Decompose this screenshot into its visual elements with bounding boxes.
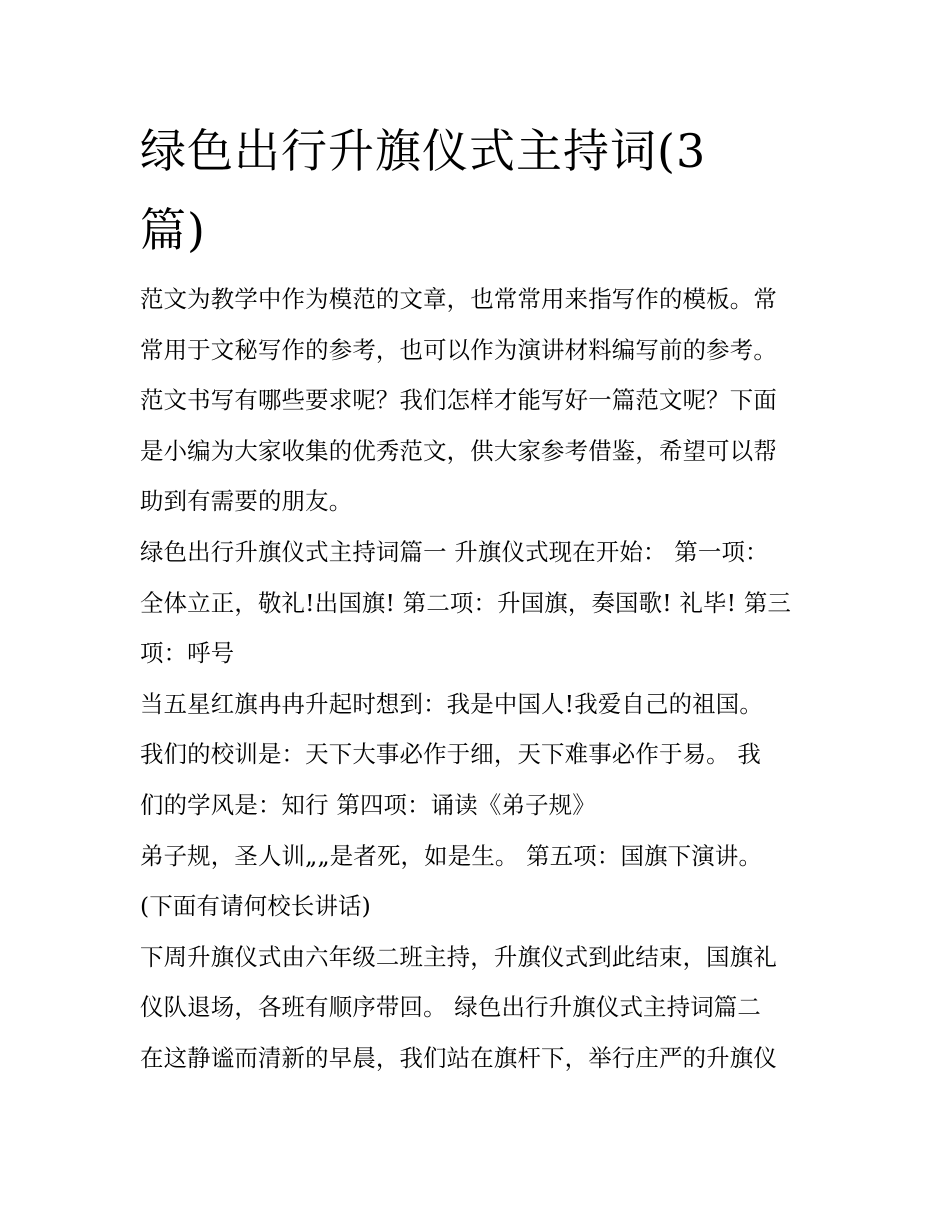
body-line: 助到有需要的朋友。 — [140, 487, 353, 516]
title-line: 绿色出行升旗仪式主持词(3 — [140, 124, 707, 178]
body-line: 下周升旗仪式由六年级二班主持，升旗仪式到此结束，国旗礼 — [140, 942, 777, 971]
body-line: 绿色出行升旗仪式主持词篇一 升旗仪式现在开始： 第一项： — [140, 537, 769, 566]
body-line: 在这静谧而清新的早晨，我们站在旗杆下，举行庄严的升旗仪 — [140, 1043, 777, 1072]
body-line: 项：呼号 — [140, 639, 235, 668]
document-title — [140, 112, 780, 270]
title-line: 篇) — [140, 203, 206, 257]
document-body — [140, 274, 820, 1084]
body-line: 们的学风是：知行 第四项：诵读《弟子规》 — [140, 790, 596, 819]
body-line: 仪队退场，各班有顺序带回。 绿色出行升旗仪式主持词篇二 — [140, 993, 761, 1022]
body-line: 弟子规，圣人训„„是者死，如是生。 第五项：国旗下演讲。 — [140, 841, 763, 870]
body-line: 当五星红旗冉冉升起时想到：我是中国人!我爱自己的祖国。 — [140, 689, 763, 718]
body-line: 全体立正，敬礼!出国旗! 第二项：升国旗，奏国歌! 礼毕! 第三 — [140, 588, 792, 617]
body-line: (下面有请何校长讲话) — [140, 892, 371, 921]
body-line: 范文为教学中作为模范的文章，也常常用来指写作的模板。常 — [140, 285, 777, 313]
body-line: 常用于文秘写作的参考，也可以作为演讲材料编写前的参考。 — [140, 335, 777, 364]
body-line: 我们的校训是：天下大事必作于细，天下难事必作于易。 我 — [140, 740, 761, 769]
body-line: 范文书写有哪些要求呢？我们怎样才能写好一篇范文呢？下面 — [140, 386, 777, 415]
body-line: 是小编为大家收集的优秀范文，供大家参考借鉴，希望可以帮 — [140, 436, 777, 465]
